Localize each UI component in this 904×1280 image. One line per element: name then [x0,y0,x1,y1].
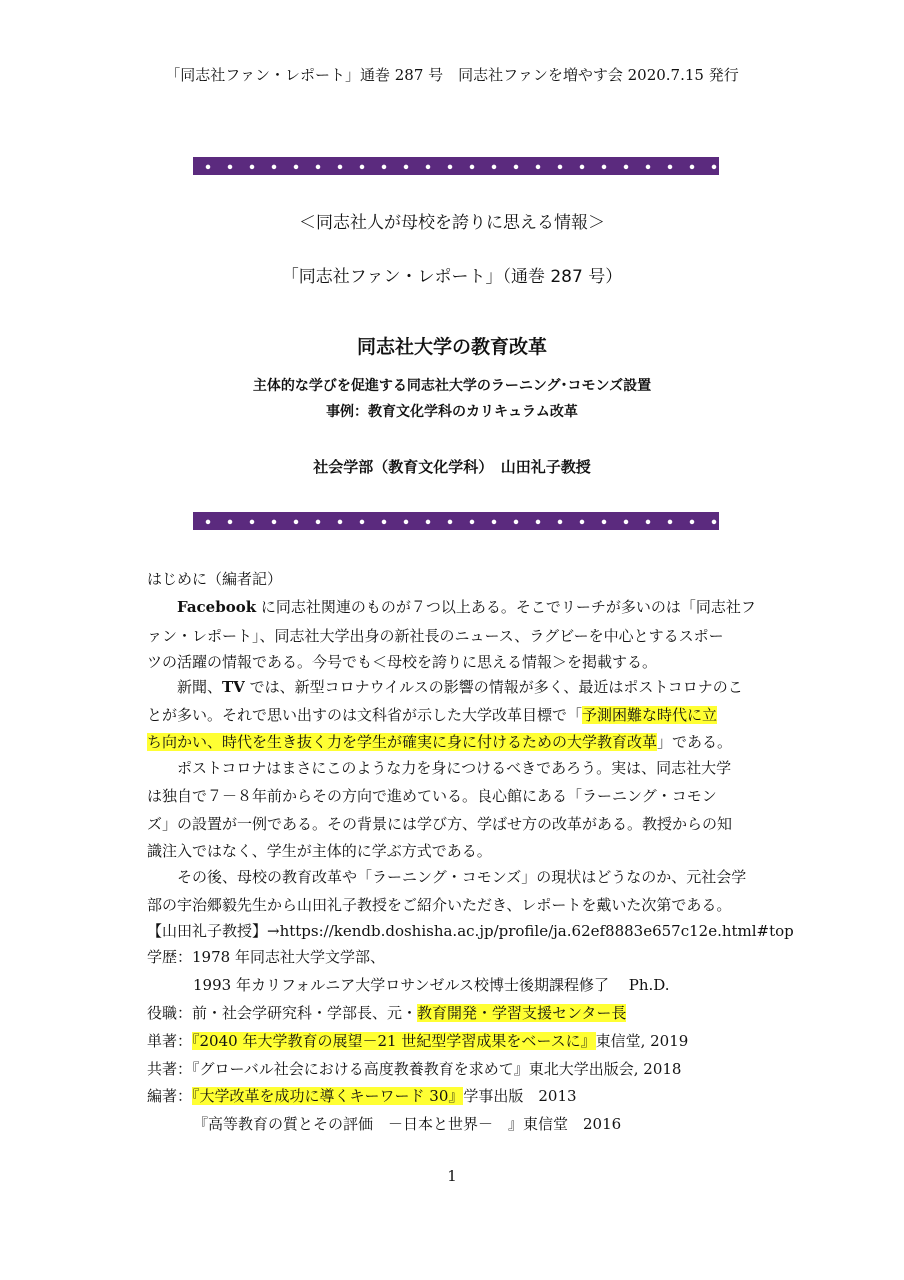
book3-label: 編著： [147,1087,193,1105]
p2-line-3 [147,731,777,752]
p3-line-2: は独自で７－８年前からその方向で進めている。良心館にある「ラーニング・コモン [147,787,717,805]
report-header: 「同志社ファン・レポート」通巻 287 号 同志社ファンを増やす会 2020.7.15 発行 [165,66,739,84]
subtitle-2: 事例：教育文化学科のカリキュラム改革 [326,404,578,420]
p3-line-3: ズ」の設置が一例である。その背景には学び方、学ばせ方の改革がある。教授からの知 [147,815,733,833]
p2-line-1c: では、新型コロナウイルスの影響の情報が多く、最近はポストコロナのこ [244,678,743,696]
report-volume: 「同志社ファン・レポート」（通巻 287 号） [281,267,623,287]
position-line [147,1002,626,1023]
book3-publisher: 学事出版 2013 [463,1087,577,1105]
page-number: 1 [447,1167,457,1185]
highlight-goal-2: ち向かい、時代を生き抜く力を学生が確実に身に付けるための大学教育改革 [147,733,658,751]
facebook-word: Facebook [177,598,257,616]
p2-line-2a: とが多い。それで思い出すのは文科省が示した大学改革目標で「 [147,706,583,724]
single-author-book [147,1030,688,1051]
author-line: 社会学部（教育文化学科） 山田礼子教授 [313,458,591,476]
book1-label: 単著： [147,1032,193,1050]
p3-line-4: 識注入ではなく、学生が主体的に学ぶ方式である。 [147,842,492,860]
profile-link-line[interactable]: 【山田礼子教授】→https://kendb.doshisha.ac.jp/profile/ja.62ef8883e657c12e.html#top [147,922,794,940]
section-tagline: ＜同志社人が母校を誇りに思える情報＞ [299,213,605,233]
education-line-2: 1993 年カリフォルニア大学ロサンゼルス校博士後期課程修了 Ph.D. [193,976,670,994]
edited-book-1 [147,1085,577,1106]
co-author-book: 共著：『グローバル社会における高度教養教育を求めて』東北大学出版会, 2018 [147,1060,682,1078]
p3-line-1: ポストコロナはまさにこのような力を身につけるべきであろう。実は、同志社大学 [177,759,732,777]
p1-line-3: ツの活躍の情報である。今号でも＜母校を誇りに思える情報＞を掲載する。 [147,653,658,671]
p1-line-2: ァン・レポート」、同志社大学出身の新社長のニュース、ラグビーを中心とするスポー [147,627,724,645]
decorative-banner-bottom [193,512,719,530]
p2-line-3b: 」である。 [657,733,733,751]
p4-line-1: その後、母校の教育改革や「ラーニング・コモンズ」の現状はどうなのか、元社会学 [177,868,747,886]
education-line-1: 学歴：1978 年同志社大学文学部、 [147,948,385,966]
p2-line-1 [177,676,777,697]
main-title: 同志社大学の教育改革 [356,336,547,358]
edited-book-2: 『高等教育の質とその評価 －日本と世界－ 』東信堂 2016 [193,1115,622,1133]
highlight-center-title: 教育開発・学習支援センター長 [417,1004,627,1022]
p1-line-1 [177,596,777,617]
position-text: 役職：前・社会学研究科・学部長、元・ [147,1004,418,1022]
p1-line-1-text: に同志社関連のものが７つ以上ある。そこでリーチが多いのは「同志社フ [256,598,756,616]
book1-publisher: 東信堂, 2019 [595,1032,689,1050]
subtitle-1: 主体的な学びを促進する同志社大学のラーニング･コモンズ設置 [252,378,652,394]
intro-heading: はじめに（編者記） [147,570,283,588]
highlight-goal-1: 予測困難な時代に立 [582,706,718,724]
p2-line-2 [147,704,777,725]
decorative-banner-top [193,157,719,175]
tv-word: TV [222,678,245,696]
highlight-book3-title: 『大学改革を成功に導くキーワード 30』 [192,1087,464,1105]
p2-line-1a: 新聞、 [177,678,223,696]
p4-line-2: 部の宇治郷毅先生から山田礼子教授をご紹介いただき、レポートを戴いた次第である。 [147,896,732,914]
highlight-book1-title: 『2040 年大学教育の展望－21 世紀型学習成果をベースに』 [192,1032,596,1050]
